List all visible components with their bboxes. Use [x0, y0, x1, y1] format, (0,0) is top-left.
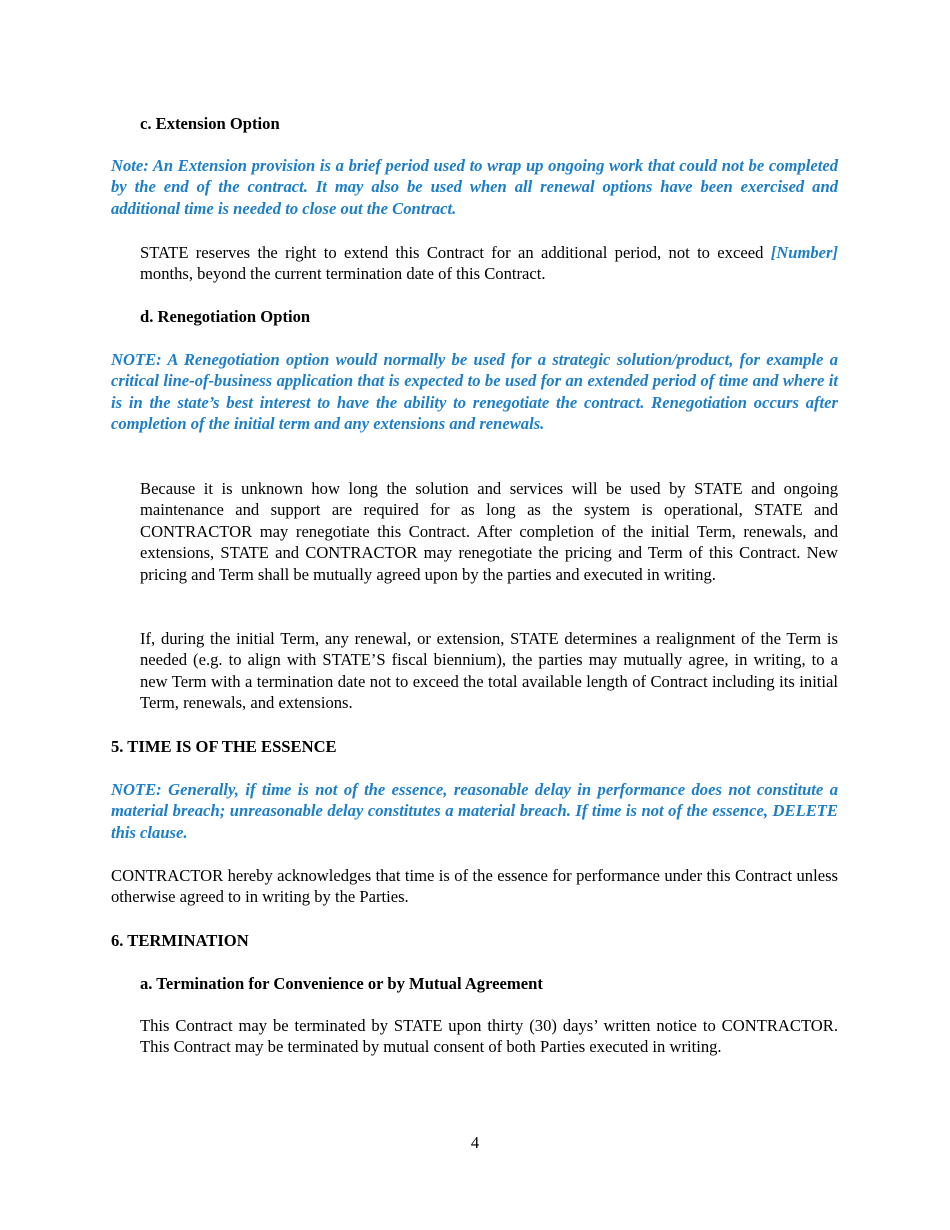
renegotiation-paragraph-1: Because it is unknown how long the solution and services will be used by STATE and ongoing maintenance and support are required for as long as the system is operational, STATE and CONTRACTOR may renegotiate this Contract. After completion of the initial Term, renewals, and extensions, STATE and CONTRACTOR may renegotiate the pricing and Term of this Contract. New pricing and Term shall be mutually agreed upon by the parties and executed in writing.: [140, 479, 838, 584]
extension-option-heading: c. Extension Option: [140, 114, 280, 133]
time-essence-note: NOTE: Generally, if time is not of the essence, reasonable delay in performance does not constitute a material breach; unreasonable delay constitutes a material breach. If time is not of the essence, DELETE this clause.: [111, 780, 838, 842]
extension-body: [140, 242, 838, 285]
number-placeholder: [Number]: [770, 243, 838, 262]
termination-body: This Contract may be terminated by STATE upon thirty (30) days’ written notice to CONTRACTOR. This Contract may be terminated by mutual consent of both Parties executed in writing.: [140, 1016, 838, 1057]
page-number: 4: [470, 1133, 480, 1152]
renegotiation-note: NOTE: A Renegotiation option would normally be used for a strategic solution/product, for example a critical line-of-business application that is expected to be used for an extended period of time and where it is in the state’s best interest to have the ability to renegotiate the contract. Renegotiation occurs after completion of the initial term and any extensions and renewals.: [111, 350, 838, 434]
termination-convenience-heading: a. Termination for Convenience or by Mutual Agreement: [140, 974, 543, 993]
time-essence-body: CONTRACTOR hereby acknowledges that time is of the essence for performance under this Contract unless otherwise agreed to in writing by the Parties.: [111, 866, 838, 907]
time-essence-heading: 5. TIME IS OF THE ESSENCE: [111, 737, 337, 756]
extension-body-start: STATE reserves the right to extend this Contract for an additional period, not to exceed: [140, 243, 771, 262]
extension-note: Note: An Extension provision is a brief period used to wrap up ongoing work that could not be completed by the end of the contract. It may also be used when all renewal options have been exercised and additional time is needed to close out the Contract.: [111, 156, 838, 218]
extension-body-end: months, beyond the current termination date of this Contract.: [140, 264, 546, 284]
renegotiation-paragraph-2: If, during the initial Term, any renewal, or extension, STATE determines a realignment of the Term is needed (e.g. to align with STATE’S fiscal biennium), the parties may mutually agree, in writing, to a new Term with a termination date not to exceed the total available length of Contract including its initial Term, renewals, and extensions.: [140, 629, 838, 713]
termination-heading: 6. TERMINATION: [111, 931, 249, 950]
renegotiation-option-heading: d. Renegotiation Option: [140, 307, 311, 326]
